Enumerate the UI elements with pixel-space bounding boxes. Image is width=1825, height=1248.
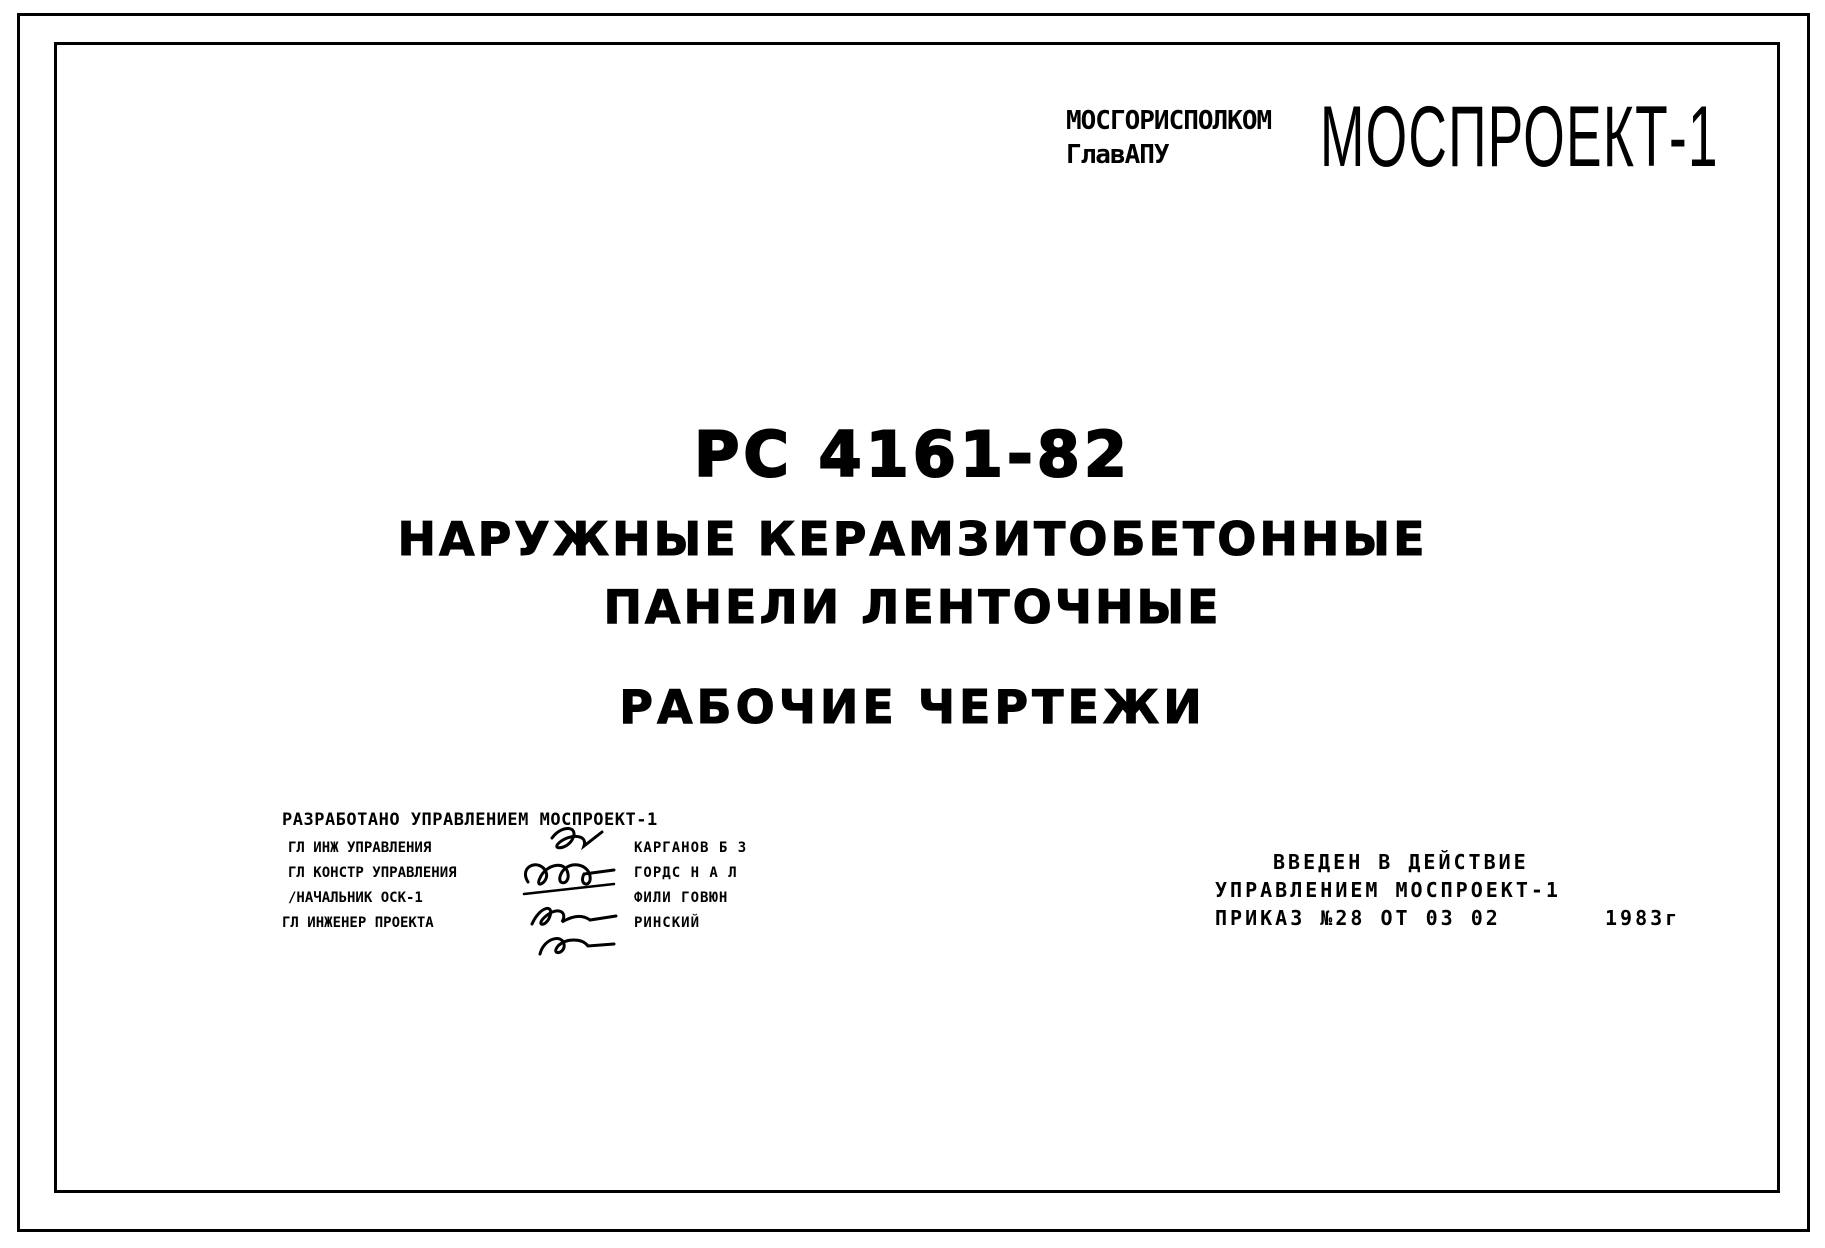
org-department: ГлавАПУ — [1066, 140, 1169, 170]
document-subtitle: РАБОЧИЕ ЧЕРТЕЖИ — [619, 680, 1206, 734]
handwritten-signatures — [510, 820, 630, 960]
document-code: РС 4161-82 — [693, 418, 1132, 491]
order-reference-row — [1215, 904, 1681, 932]
signatory-position: ГЛ ИНЖ УПРАВЛЕНИЯ — [288, 840, 432, 856]
signatory-name: РИНСКИЙ — [634, 915, 701, 931]
document-title-line-2: ПАНЕЛИ ЛЕНТОЧНЫЕ — [603, 580, 1222, 634]
signatory-position: ГЛ КОНСТР УПРАВЛЕНИЯ — [288, 865, 457, 881]
signatory-name: ФИЛИ ГОВЮН — [634, 890, 729, 906]
developed-by-heading: РАЗРАБОТАНО УПРАВЛЕНИЕМ МОСПРОЕКТ-1 — [282, 810, 658, 830]
document-title-line-1: НАРУЖНЫЕ КЕРАМЗИТОБЕТОННЫЕ — [397, 512, 1428, 566]
signatory-name: КАРГАНОВ Б З — [634, 840, 748, 856]
order-year: 1983г — [1605, 906, 1681, 930]
introduction-block — [1215, 848, 1681, 932]
signatory-position: /НАЧАЛЬНИК ОСК-1 — [288, 890, 423, 906]
signatory-name: ГОРДС Н А Л — [634, 865, 738, 881]
introduced-by: УПРАВЛЕНИЕМ МОСПРОЕКТ-1 — [1215, 878, 1561, 902]
order-reference: ПРИКАЗ №28 ОТ 03 02 — [1215, 906, 1501, 930]
introduced-into-force: ВВЕДЕН В ДЕЙСТВИЕ — [1273, 850, 1529, 874]
org-name: МОСГОРИСПОЛКОМ — [1066, 106, 1272, 136]
signatory-position: ГЛ ИНЖЕНЕР ПРОЕКТА — [282, 915, 434, 931]
brand-title: МОСПРОЕКТ-1 — [1320, 89, 1719, 185]
organization-block — [1066, 104, 1271, 172]
